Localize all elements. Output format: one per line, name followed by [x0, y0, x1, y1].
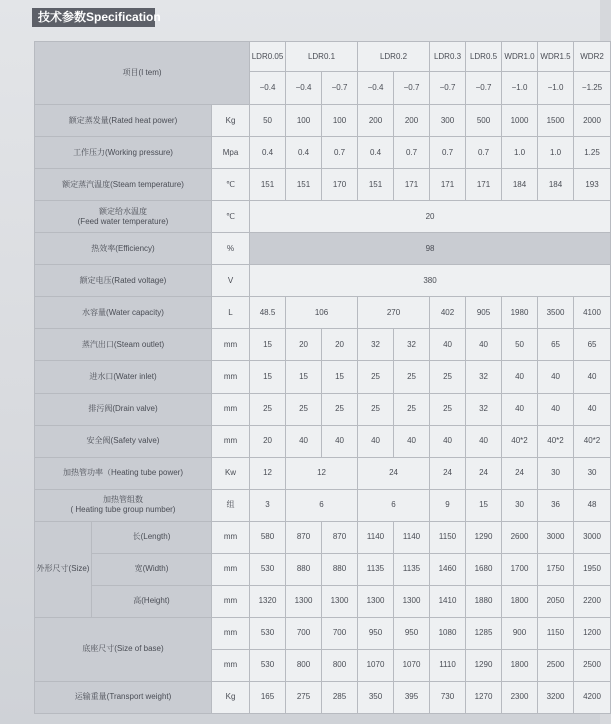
table-row: [35, 457, 611, 489]
value-cell: 500: [466, 105, 502, 137]
value-cell: 32: [358, 329, 394, 361]
value-cell: 1800: [502, 649, 538, 681]
value-cell: 1200: [574, 617, 611, 649]
model-cell: LDR0.2: [358, 42, 430, 72]
value-cell: 800: [286, 649, 322, 681]
value-cell: 880: [286, 553, 322, 585]
unit-cell: Kg: [212, 105, 250, 137]
model-cell: LDR0.05: [250, 42, 286, 72]
pressure-cell: −0.4: [358, 72, 394, 105]
value-cell: 3: [250, 489, 286, 521]
value-cell: 30: [574, 457, 611, 489]
value-cell: 40: [502, 361, 538, 393]
row-label: 额定电压(Rated voltage): [35, 265, 212, 297]
table-row: [35, 361, 611, 393]
value-cell: 530: [250, 649, 286, 681]
row-label: 排污阀(Drain valve): [35, 393, 212, 425]
table-row: [35, 553, 611, 585]
value-cell: 0.4: [286, 137, 322, 169]
value-cell: 1140: [358, 521, 394, 553]
value-cell: 0.7: [322, 137, 358, 169]
value-cell: 200: [394, 105, 430, 137]
row-label: 运输重量(Transport weight): [35, 681, 212, 713]
unit-cell: mm: [212, 521, 250, 553]
value-cell: 40: [502, 393, 538, 425]
value-cell: 2600: [502, 521, 538, 553]
value-cell: 0.7: [466, 137, 502, 169]
row-label: 水容量(Water capacity): [35, 297, 212, 329]
value-cell: 25: [358, 361, 394, 393]
value-cell: 12: [286, 457, 358, 489]
unit-cell: mm: [212, 361, 250, 393]
value-cell: 9: [430, 489, 466, 521]
value-cell: 40: [322, 425, 358, 457]
value-cell: 2200: [574, 585, 611, 617]
value-cell: 950: [358, 617, 394, 649]
row-label: 进水口(Water inlet): [35, 361, 212, 393]
value-cell: 48: [574, 489, 611, 521]
value-cell: 40*2: [538, 425, 574, 457]
value-cell: 1680: [466, 553, 502, 585]
value-cell: 530: [250, 553, 286, 585]
value-cell: 4200: [574, 681, 611, 713]
value-cell: 193: [574, 169, 611, 201]
unit-cell: mm: [212, 649, 250, 681]
unit-cell: mm: [212, 585, 250, 617]
pressure-cell: −0.7: [394, 72, 430, 105]
value-cell: 1135: [358, 553, 394, 585]
section-title: 技术参数Specification: [32, 8, 155, 27]
value-cell: 1070: [394, 649, 430, 681]
table-row: [35, 169, 611, 201]
spec-table: [34, 41, 611, 714]
value-cell: 20: [322, 329, 358, 361]
value-cell: 24: [466, 457, 502, 489]
value-cell: 1460: [430, 553, 466, 585]
row-label: 工作压力(Working pressure): [35, 137, 212, 169]
value-cell: 1270: [466, 681, 502, 713]
value-cell: 40*2: [502, 425, 538, 457]
sub-row-label: 宽(Width): [92, 553, 212, 585]
table-row: [35, 617, 611, 649]
table-row: [35, 393, 611, 425]
row-label-cn: 加热管组数: [103, 495, 143, 505]
value-cell: 2000: [574, 105, 611, 137]
pressure-cell: −0.7: [430, 72, 466, 105]
value-cell: 32: [394, 329, 430, 361]
value-cell: 4100: [574, 297, 611, 329]
value-cell: 700: [286, 617, 322, 649]
value-cell: 40: [430, 329, 466, 361]
value-cell: 25: [430, 393, 466, 425]
value-cell: 2050: [538, 585, 574, 617]
unit-cell: ℃: [212, 169, 250, 201]
row-label-en: ( Heating tube group number): [70, 505, 176, 515]
value-cell: 165: [250, 681, 286, 713]
value-cell: 1980: [502, 297, 538, 329]
row-label-cn: 额定给水温度: [99, 206, 147, 216]
value-cell: 1110: [430, 649, 466, 681]
value-cell: 25: [250, 393, 286, 425]
value-cell: 1000: [502, 105, 538, 137]
row-label: 安全阀(Safety valve): [35, 425, 212, 457]
unit-cell: Mpa: [212, 137, 250, 169]
value-cell: 25: [430, 361, 466, 393]
value-cell: 25: [394, 393, 430, 425]
unit-cell: %: [212, 233, 250, 265]
value-cell: 1080: [430, 617, 466, 649]
pressure-cell: −1.0: [538, 72, 574, 105]
value-cell: 1300: [394, 585, 430, 617]
unit-cell: 组: [212, 489, 250, 521]
value-cell: 106: [286, 297, 358, 329]
value-cell: 530: [250, 617, 286, 649]
row-label: 额定蒸汽温度(Steam temperature): [35, 169, 212, 201]
pressure-cell: −0.7: [466, 72, 502, 105]
value-cell: 100: [322, 105, 358, 137]
value-cell: 1150: [430, 521, 466, 553]
value-cell: 20: [286, 329, 322, 361]
value-cell: 1800: [502, 585, 538, 617]
value-cell: 171: [430, 169, 466, 201]
value-cell: 15: [322, 361, 358, 393]
unit-cell: Kw: [212, 457, 250, 489]
value-cell: 151: [358, 169, 394, 201]
row-label: 外形尺寸(Size): [35, 521, 92, 617]
value-cell: 15: [250, 361, 286, 393]
value-cell: 2500: [574, 649, 611, 681]
value-cell: 1290: [466, 521, 502, 553]
value-cell: 3000: [538, 521, 574, 553]
value-cell: 1500: [538, 105, 574, 137]
value-cell: 40: [574, 361, 611, 393]
model-cell: LDR0.5: [466, 42, 502, 72]
value-cell: 30: [502, 489, 538, 521]
value-cell: 65: [538, 329, 574, 361]
unit-cell: V: [212, 265, 250, 297]
value-cell: 32: [466, 393, 502, 425]
value-cell: 32: [466, 361, 502, 393]
value-cell: 40: [358, 425, 394, 457]
pressure-cell: −0.7: [322, 72, 358, 105]
value-cell: 50: [250, 105, 286, 137]
value-cell: 0.7: [394, 137, 430, 169]
unit-cell: ℃: [212, 201, 250, 233]
value-cell: 171: [466, 169, 502, 201]
table-row: [35, 265, 611, 297]
value-cell: 20: [250, 425, 286, 457]
value-cell: 200: [358, 105, 394, 137]
row-label: 额定蒸发量(Rated heat power): [35, 105, 212, 137]
row-label: 加热管功率（Heating tube power): [35, 457, 212, 489]
row-label: [35, 201, 212, 233]
value-cell: 0.4: [358, 137, 394, 169]
row-label: 底座尺寸(Size of base): [35, 617, 212, 681]
row-label-en: (Feed water temperature): [77, 216, 169, 226]
value-cell: 65: [574, 329, 611, 361]
value-cell: 15: [250, 329, 286, 361]
value-cell: 730: [430, 681, 466, 713]
table-row: [35, 585, 611, 617]
value-cell: 24: [430, 457, 466, 489]
table-row: [35, 137, 611, 169]
row-label: 蒸汽出口(Steam outlet): [35, 329, 212, 361]
value-cell: 25: [322, 393, 358, 425]
value-cell: 36: [538, 489, 574, 521]
value-cell: 30: [538, 457, 574, 489]
value-cell: 6: [358, 489, 430, 521]
unit-cell: mm: [212, 553, 250, 585]
value-cell: 184: [502, 169, 538, 201]
value-cell: 12: [250, 457, 286, 489]
value-cell: 380: [250, 265, 611, 297]
value-cell: 20: [250, 201, 611, 233]
value-cell: 100: [286, 105, 322, 137]
value-cell: 350: [358, 681, 394, 713]
value-cell: 3500: [538, 297, 574, 329]
value-cell: 1950: [574, 553, 611, 585]
value-cell: 1300: [286, 585, 322, 617]
value-cell: 700: [322, 617, 358, 649]
model-cell: WDR1.0: [502, 42, 538, 72]
value-cell: 40: [286, 425, 322, 457]
value-cell: 3000: [574, 521, 611, 553]
value-cell: 170: [322, 169, 358, 201]
value-cell: 151: [250, 169, 286, 201]
value-cell: 1290: [466, 649, 502, 681]
sub-row-label: 高(Height): [92, 585, 212, 617]
value-cell: 1.0: [538, 137, 574, 169]
value-cell: 395: [394, 681, 430, 713]
value-cell: 580: [250, 521, 286, 553]
value-cell: 40*2: [574, 425, 611, 457]
value-cell: 0.4: [250, 137, 286, 169]
value-cell: 1135: [394, 553, 430, 585]
value-cell: 870: [322, 521, 358, 553]
unit-cell: mm: [212, 393, 250, 425]
unit-cell: mm: [212, 617, 250, 649]
value-cell: 40: [538, 393, 574, 425]
value-cell: 40: [394, 425, 430, 457]
value-cell: 1070: [358, 649, 394, 681]
value-cell: 1320: [250, 585, 286, 617]
value-cell: 1.0: [502, 137, 538, 169]
value-cell: 50: [502, 329, 538, 361]
table-row: [35, 201, 611, 233]
value-cell: 1300: [358, 585, 394, 617]
table-row: [35, 297, 611, 329]
model-cell: WDR2: [574, 42, 611, 72]
unit-cell: mm: [212, 329, 250, 361]
unit-cell: Kg: [212, 681, 250, 713]
value-cell: 1410: [430, 585, 466, 617]
value-cell: 1300: [322, 585, 358, 617]
value-cell: 40: [466, 425, 502, 457]
value-cell: 1700: [502, 553, 538, 585]
value-cell: 402: [430, 297, 466, 329]
value-cell: 25: [286, 393, 322, 425]
value-cell: 1.25: [574, 137, 611, 169]
pressure-cell: −1.25: [574, 72, 611, 105]
model-cell: WDR1.5: [538, 42, 574, 72]
value-cell: 3200: [538, 681, 574, 713]
table-row: [35, 233, 611, 265]
value-cell: 40: [538, 361, 574, 393]
value-cell: 1150: [538, 617, 574, 649]
value-cell: 98: [250, 233, 611, 265]
value-cell: 25: [394, 361, 430, 393]
table-row: [35, 425, 611, 457]
value-cell: 880: [322, 553, 358, 585]
header-item-label: 项目(I tem): [35, 42, 250, 105]
value-cell: 285: [322, 681, 358, 713]
row-label: [35, 489, 212, 521]
value-cell: 950: [394, 617, 430, 649]
value-cell: 2500: [538, 649, 574, 681]
value-cell: 870: [286, 521, 322, 553]
value-cell: 275: [286, 681, 322, 713]
table-row: [35, 329, 611, 361]
header-model-row: [35, 42, 611, 72]
value-cell: 171: [394, 169, 430, 201]
value-cell: 24: [358, 457, 430, 489]
value-cell: 151: [286, 169, 322, 201]
value-cell: 24: [502, 457, 538, 489]
row-label: 热效率(Efficiency): [35, 233, 212, 265]
table-row: [35, 521, 611, 553]
value-cell: 905: [466, 297, 502, 329]
model-cell: LDR0.3: [430, 42, 466, 72]
unit-cell: mm: [212, 425, 250, 457]
pressure-cell: −0.4: [250, 72, 286, 105]
table-row: [35, 105, 611, 137]
value-cell: 184: [538, 169, 574, 201]
pressure-cell: −0.4: [286, 72, 322, 105]
value-cell: 300: [430, 105, 466, 137]
value-cell: 40: [430, 425, 466, 457]
unit-cell: L: [212, 297, 250, 329]
value-cell: 25: [358, 393, 394, 425]
value-cell: 270: [358, 297, 430, 329]
value-cell: 40: [466, 329, 502, 361]
value-cell: 900: [502, 617, 538, 649]
sub-row-label: 长(Length): [92, 521, 212, 553]
table-row: [35, 489, 611, 521]
value-cell: 0.7: [430, 137, 466, 169]
value-cell: 40: [574, 393, 611, 425]
value-cell: 1880: [466, 585, 502, 617]
model-cell: LDR0.1: [286, 42, 358, 72]
table-row: [35, 681, 611, 713]
value-cell: 800: [322, 649, 358, 681]
value-cell: 1140: [394, 521, 430, 553]
value-cell: 48.5: [250, 297, 286, 329]
value-cell: 15: [286, 361, 322, 393]
value-cell: 2300: [502, 681, 538, 713]
pressure-cell: −1.0: [502, 72, 538, 105]
value-cell: 15: [466, 489, 502, 521]
value-cell: 6: [286, 489, 358, 521]
value-cell: 1285: [466, 617, 502, 649]
value-cell: 1750: [538, 553, 574, 585]
